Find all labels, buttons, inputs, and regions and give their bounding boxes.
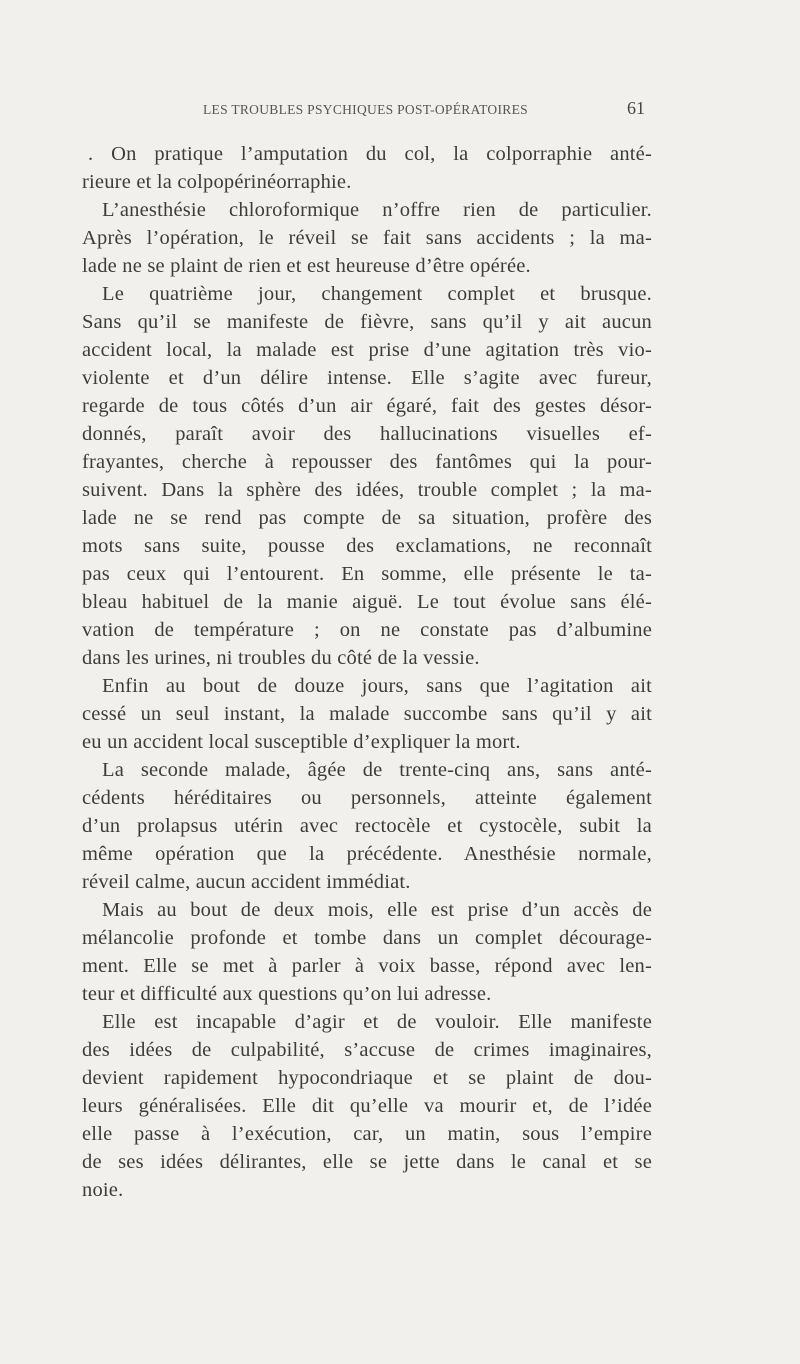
text-line: Le quatrième jour, changement complet et brusque. — [102, 283, 652, 305]
text-line: ment. Elle se met à parler à voix basse, répond avec len- — [82, 955, 652, 977]
text-line: regarde de tous côtés d’un air égaré, fait des gestes désor- — [82, 395, 652, 417]
page-number: 61 — [627, 98, 645, 118]
text-line: elle passe à l’exécution, car, un matin, sous l’empire — [82, 1123, 652, 1145]
running-title: LES TROUBLES PSYCHIQUES POST-OPÉRATOIRES — [203, 102, 528, 117]
text-line: des idées de culpabilité, s’accuse de crimes imaginaires, — [82, 1039, 652, 1061]
text-line: violente et d’un délire intense. Elle s’agite avec fureur, — [82, 367, 652, 389]
text-line: leurs généralisées. Elle dit qu’elle va mourir et, de l’idée — [82, 1095, 652, 1117]
text-line: Après l’opération, le réveil se fait sans accidents ; la ma- — [82, 227, 652, 249]
text-line: même opération que la précédente. Anesthésie normale, — [82, 843, 652, 865]
text-line: La seconde malade, âgée de trente-cinq ans, sans anté- — [102, 759, 652, 781]
text-line: L’anesthésie chloroformique n’offre rien de particulier. — [102, 199, 652, 221]
text-line: frayantes, cherche à repousser des fantômes qui la pour- — [82, 451, 652, 473]
text-line: teur et difficulté aux questions qu’on lui adresse. — [82, 983, 492, 1005]
text-line: pas ceux qui l’entourent. En somme, elle présente le ta- — [82, 563, 652, 585]
text-line: dans les urines, ni troubles du côté de la vessie. — [82, 647, 480, 669]
text-line: accident local, la malade est prise d’une agitation très vio- — [82, 339, 652, 361]
text-line: lade ne se rend pas compte de sa situation, profère des — [82, 507, 652, 529]
text-line: bleau habituel de la manie aiguë. Le tout évolue sans élé- — [82, 591, 652, 613]
text-line: cédents héréditaires ou personnels, atteinte également — [82, 787, 652, 809]
text-line: d’un prolapsus utérin avec rectocèle et cystocèle, subit la — [82, 815, 652, 837]
text-line: de ses idées délirantes, elle se jette dans le canal et se — [82, 1151, 652, 1173]
text-line: réveil calme, aucun accident immédiat. — [82, 871, 411, 893]
text-line: cessé un seul instant, la malade succombe sans qu’il y ait — [82, 703, 652, 725]
text-line: Sans qu’il se manifeste de fièvre, sans qu’il y ait aucun — [82, 311, 652, 333]
text-line: mots sans suite, pousse des exclamations, ne reconnaît — [82, 535, 652, 557]
text-line: Mais au bout de deux mois, elle est prise d’un accès de — [102, 899, 652, 921]
text-line: donnés, paraît avoir des hallucinations visuelles ef- — [82, 423, 652, 445]
text-line: lade ne se plaint de rien et est heureuse d’être opérée. — [82, 255, 531, 277]
text-line: rieure et la colpopérinéorraphie. — [82, 171, 352, 193]
text-line: Enfin au bout de douze jours, sans que l’agitation ait — [102, 675, 652, 697]
text-line: Elle est incapable d’agir et de vouloir. Elle manifeste — [102, 1011, 652, 1033]
text-line: vation de température ; on ne constate pas d’albumine — [82, 619, 652, 641]
text-line: devient rapidement hypocondriaque et se plaint de dou- — [82, 1067, 652, 1089]
text-line: . On pratique l’amputation du col, la colporraphie anté- — [88, 143, 652, 165]
text-line: eu un accident local susceptible d’expliquer la mort. — [82, 731, 521, 753]
text-line: mélancolie profonde et tombe dans un complet décourage- — [82, 927, 652, 949]
text-line: suivent. Dans la sphère des idées, trouble complet ; la ma- — [82, 479, 652, 501]
text-line: noie. — [82, 1179, 124, 1201]
